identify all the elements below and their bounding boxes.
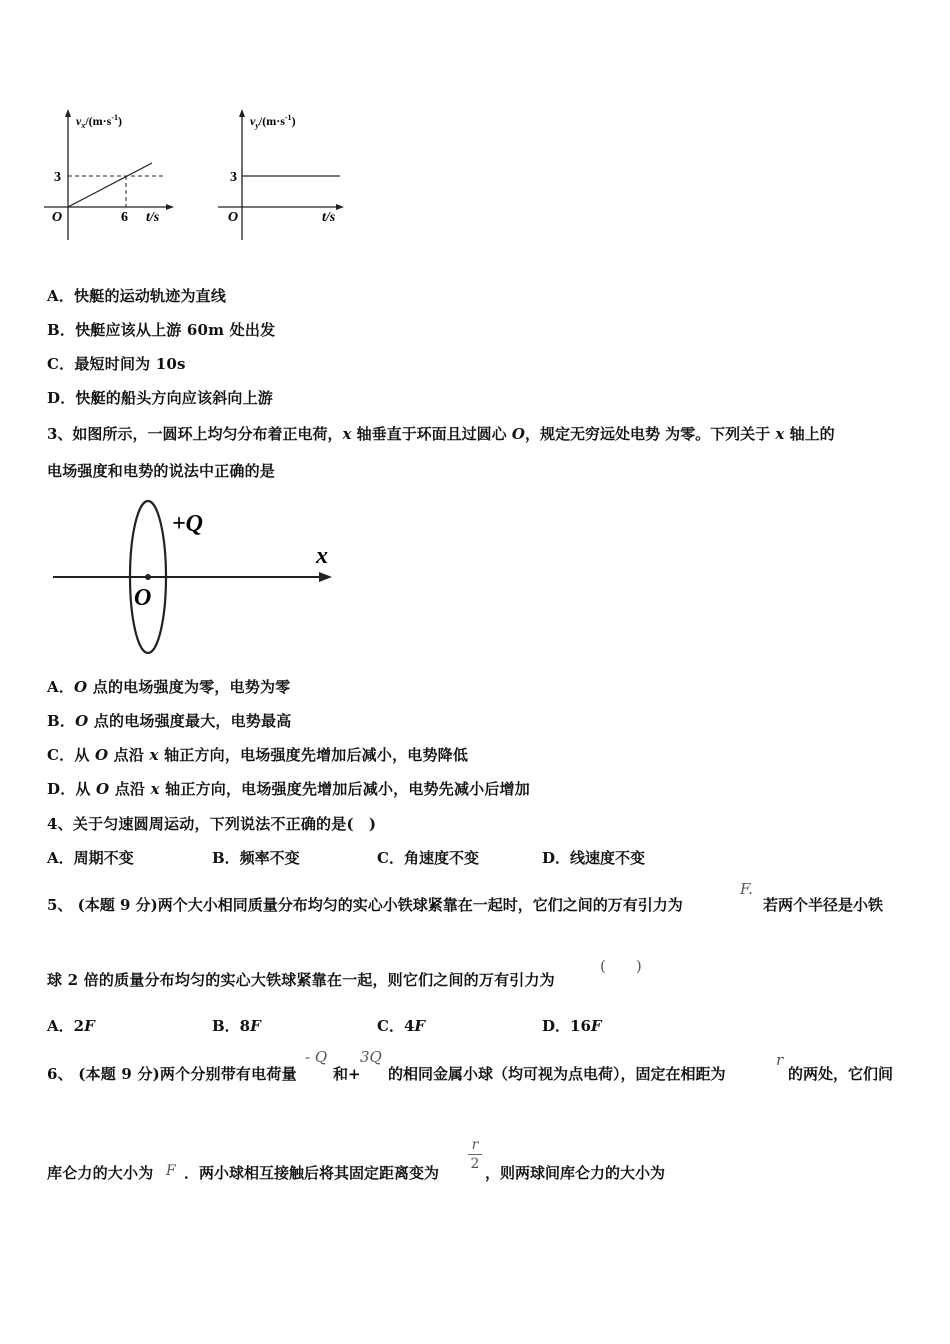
graph2-y-arrow: [239, 109, 245, 117]
vy-t-graph: [212, 105, 352, 245]
q6-stem-line1-mid: 的相同金属小球（均可视为点电荷），固定在相距为: [388, 1065, 726, 1083]
x-axis-label: x: [316, 543, 328, 569]
ring-charge-label: +Q: [172, 511, 204, 537]
q6-force-symbol: F: [166, 1163, 176, 1179]
graph1-line: [68, 163, 152, 207]
q5-force-symbol: F.: [740, 880, 753, 898]
graph2-ylabel: $v_y/(m\cdot s^{-1})$: [250, 113, 296, 130]
graph1-x-arrow: [166, 204, 174, 210]
graph2-y-tick: 3: [230, 170, 237, 185]
q2-option-c: C．最短时间为 10s: [47, 355, 186, 373]
q5-stem-line2: 球 2 倍的质量分布均匀的实心大铁球紧靠在一起，则它们之间的万有引力为: [47, 971, 555, 989]
q4-option-a: A．周期不变: [47, 849, 134, 867]
q6-distance-r: r: [776, 1051, 784, 1069]
ring-center-label: O: [134, 585, 152, 611]
charged-ring-figure: [48, 495, 348, 660]
q6-fraction-denominator: 2: [470, 1156, 480, 1172]
graph1-x-tick: 6: [121, 210, 128, 225]
graph1-y-tick: 3: [54, 170, 61, 185]
q6-stem-line2-start: 库仑力的大小为: [47, 1164, 154, 1182]
q2-option-b: B．快艇应该从上游 60m 处出发: [47, 321, 276, 339]
q4-option-c: C．角速度不变: [377, 849, 479, 867]
q5-option-c: C．4F: [377, 1017, 426, 1035]
q2-option-a: A．快艇的运动轨迹为直线: [47, 287, 227, 305]
q5-option-d: D．16F: [542, 1017, 602, 1035]
q6-fraction-bar: [468, 1154, 482, 1155]
q3-option-b: B．O 点的电场强度最大，电势最高: [47, 712, 292, 730]
q6-fraction: [468, 1137, 482, 1172]
graph1-ylabel: $v_x/(m\cdot s^{-1})$: [76, 113, 122, 130]
q6-stem-line1-end: 的两处，它们间: [788, 1065, 894, 1083]
graph1-origin: O: [52, 210, 63, 225]
q3-option-d: D．从 O 点沿 x 轴正方向，电场强度先增加后减小，电势先减小后增加: [47, 780, 530, 798]
graph2-xlabel: t/s: [322, 210, 336, 225]
ring-center-dot: [145, 574, 151, 580]
q5-stem-line1-end: 若两个半径是小铁: [763, 896, 884, 914]
graph1-xlabel: t/s: [146, 210, 160, 225]
q6-stem-line1-start: 6、 (本题 9 分)两个分别带有电荷量: [47, 1065, 297, 1083]
graph2-x-arrow: [336, 204, 344, 210]
q5-option-b: B．8F: [212, 1017, 261, 1035]
q5-stem-line1: 5、 (本题 9 分)两个大小相同质量分布均匀的实心小铁球紧靠在一起时，它们之间的万有引力为: [47, 896, 683, 914]
q6-charge-pos: 3Q: [360, 1048, 382, 1066]
q5-option-a: A．2F: [47, 1017, 95, 1035]
q2-option-d: D．快艇的船头方向应该斜向上游: [47, 389, 274, 407]
q3-stem-line1: 3、如图所示，一圆环上均匀分布着正电荷，x 轴垂直于环面且过圆心 O，规定无穷远处电势 为零。下列关于 x 轴上的: [47, 425, 835, 443]
q6-fraction-numerator: r: [471, 1137, 479, 1153]
graph2-origin: O: [228, 210, 239, 225]
q6-stem-line2-end: ，则两球间库仑力的大小为: [485, 1164, 666, 1182]
q6-charge-neg: - Q: [305, 1048, 328, 1066]
q5-answer-paren: ( ): [600, 957, 642, 975]
q4-stem: 4、关于匀速圆周运动，下列说法不正确的是( ): [47, 815, 377, 833]
q3-option-a: A．O 点的电场强度为零，电势为零: [47, 678, 291, 696]
x-axis-arrow: [319, 572, 332, 582]
q3-option-c: C．从 O 点沿 x 轴正方向，电场强度先增加后减小，电势降低: [47, 746, 469, 764]
q6-and: 和+: [333, 1065, 361, 1083]
q4-option-b: B．频率不变: [212, 849, 300, 867]
q4-option-d: D．线速度不变: [542, 849, 646, 867]
vx-t-graph: [40, 105, 180, 245]
q6-stem-line2-mid: ．两小球相互接触后将其固定距离变为: [184, 1164, 440, 1182]
graph1-y-arrow: [65, 109, 71, 117]
q3-stem-line2: 电场强度和电势的说法中正确的是: [47, 462, 276, 480]
